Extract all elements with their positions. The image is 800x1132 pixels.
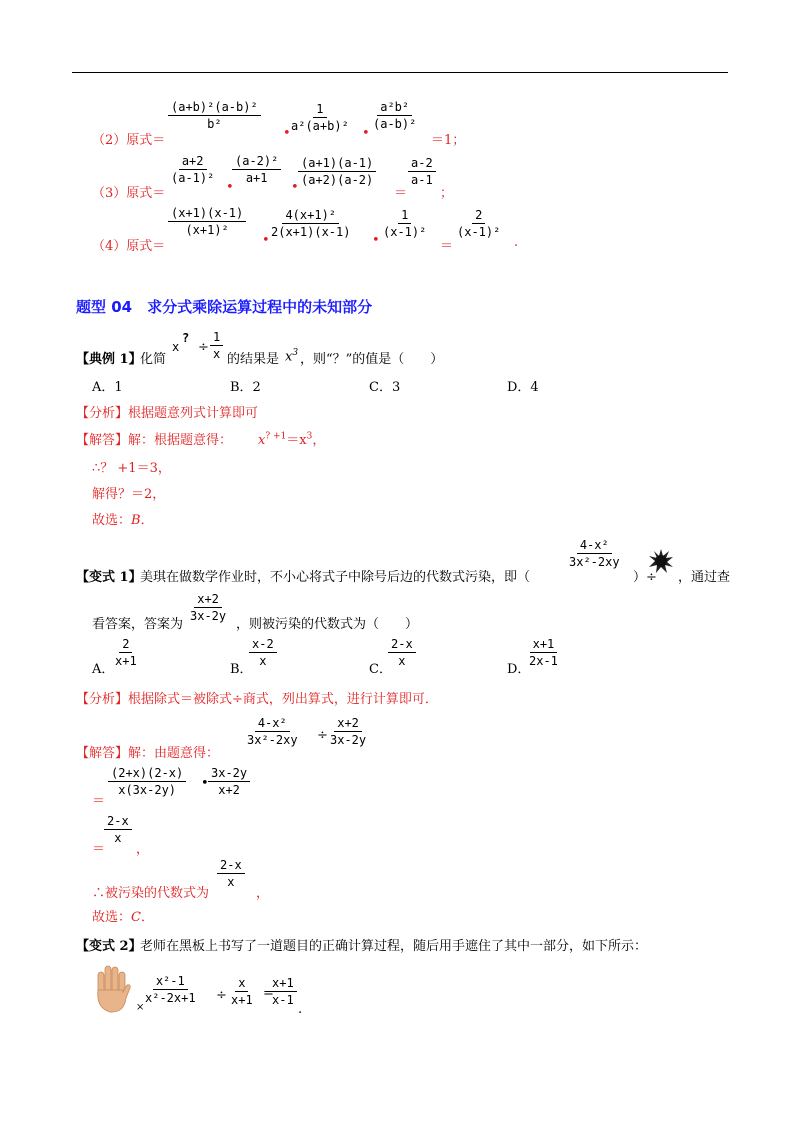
expr-den: x-1 <box>272 993 294 1007</box>
step-num: x+2 <box>334 716 362 732</box>
part2-label: （2）原式＝ <box>92 133 166 148</box>
var1-answer-head: 【解答】解：由题意得： <box>76 746 220 761</box>
step-den: 3x-2y <box>330 733 367 747</box>
part2-f1-num: (a+b)²(a-b)² <box>168 100 261 116</box>
step-num: 2-x <box>104 814 132 830</box>
step-den: x(3x-2y) <box>118 783 177 797</box>
var1-s3-tail: ， <box>136 842 150 857</box>
var1-option-c <box>388 637 416 668</box>
part2-frac3 <box>370 100 419 131</box>
dot-op: • <box>226 180 234 195</box>
ex1-text-b: 的结果是 <box>227 352 280 367</box>
var2-text: 老师在黑板上书写了一道题目的正确计算过程，随后用手遮住了其中一部分，如下所示： <box>140 939 648 954</box>
var1-s3-frac <box>104 814 132 845</box>
var1-s1b-frac <box>327 716 369 747</box>
var2-mul: × <box>136 1002 145 1013</box>
var1-text-c: ，通过查 <box>678 570 731 585</box>
var1-text-d: 看答案，答案为 <box>92 617 184 632</box>
var1-s1-frac <box>244 716 301 747</box>
var1-f-den: 3x²-2xy <box>569 555 620 569</box>
ex1-option-d: D．4 <box>507 380 539 395</box>
part4-frac2 <box>268 208 353 239</box>
step-den: x <box>114 831 122 845</box>
option-num: 2-x <box>388 637 416 653</box>
part4-frac3 <box>380 208 429 239</box>
option-num: 2 <box>119 637 132 653</box>
option-den: x <box>259 654 267 668</box>
ex1-option-b: B．2 <box>230 380 261 395</box>
var1-option-b <box>249 637 277 668</box>
part3-label: （3）原式＝ <box>92 186 166 201</box>
part3-frac4 <box>408 156 436 187</box>
part3-frac2 <box>232 154 281 185</box>
var1-answer-frac <box>187 592 229 623</box>
ex1-tag: 【典例 1】 <box>76 352 142 367</box>
var1-s1-op: ÷ <box>317 728 328 743</box>
dot-op: • <box>283 126 291 141</box>
part3-f1-den: (a-1)² <box>171 171 215 185</box>
part3-f4-den: a-1 <box>411 173 433 187</box>
var1-analysis: 【分析】根据除式＝被除式÷商式，列出算式，进行计算即可． <box>76 692 438 707</box>
ex1-f-den: x <box>213 347 221 361</box>
var2-frac3 <box>269 976 297 1007</box>
ex1-text-a: 化简 <box>140 352 167 367</box>
part4-f1-den: (x+1)² <box>185 223 229 237</box>
part2-frac1 <box>168 100 261 131</box>
part4-eq: ＝ <box>440 239 454 254</box>
step-num: 2-x <box>217 858 245 874</box>
expr-num: x+1 <box>269 976 297 992</box>
var1-option-b-label: B． <box>230 662 253 677</box>
header-rule <box>72 72 728 73</box>
var1-option-a-label: A． <box>92 662 115 677</box>
option-num: x-2 <box>249 637 277 653</box>
part2-result: ＝1； <box>431 133 466 148</box>
dot-op: • <box>291 180 299 195</box>
part2-f2-num: 1 <box>313 102 326 118</box>
part3-frac3 <box>298 156 376 187</box>
part4-f4-num: 2 <box>472 208 485 224</box>
hand-icon <box>92 964 132 1014</box>
expr-den: x+1 <box>231 993 253 1007</box>
step-den: x+2 <box>218 783 240 797</box>
var1-option-d-label: D． <box>507 662 531 677</box>
var2-eq: = <box>263 986 274 1001</box>
ex1-text-c: ，则“？”的值是（ ） <box>300 352 444 367</box>
var2-frac1 <box>142 974 199 1005</box>
part4-f2-den: 2(x+1)(x-1) <box>271 225 351 239</box>
ex1-answer-expr: $x^{? +1}=x^3$， <box>258 431 326 448</box>
dot-op: • <box>372 233 380 248</box>
var1-tag: 【变式 1】 <box>76 570 142 585</box>
var1-concl-tail: ， <box>256 886 270 901</box>
var1-option-c-label: C． <box>369 662 392 677</box>
part4-tail: . <box>514 235 519 250</box>
part4-f4-den: (x-1)² <box>457 225 501 239</box>
var1-s3-eq: ＝ <box>92 842 106 857</box>
ex1-line3: 解得？＝2， <box>92 487 166 502</box>
part4-frac1 <box>168 206 246 237</box>
part4-f3-den: (x-1)² <box>383 225 427 239</box>
var2-tail: . <box>298 1002 303 1017</box>
ex1-question-mark: ? <box>182 331 190 345</box>
var1-f-num: 4-x² <box>577 538 612 554</box>
part2-frac2 <box>288 102 352 133</box>
ex1-analysis: 【分析】根据题意列式计算即可 <box>76 406 259 421</box>
ex1-f-num: 1 <box>210 330 223 346</box>
option-den: 2x-1 <box>529 654 558 668</box>
dot-op: • <box>362 126 370 141</box>
var1-frac <box>566 538 623 569</box>
var1-s2-eq: ＝ <box>92 794 106 809</box>
option-den: x+1 <box>115 654 137 668</box>
var1-text-e: ，则被污染的代数式为（ ） <box>236 617 419 632</box>
part3-f2-den: a+1 <box>245 171 268 185</box>
part3-frac1 <box>168 154 217 185</box>
var1-s2-frac <box>108 766 186 797</box>
step-den: x <box>227 875 235 889</box>
step-num: 4-x² <box>255 716 290 732</box>
expr-num: x²-1 <box>153 974 188 990</box>
var2-div: ÷ <box>216 988 227 1003</box>
step-num: 3x-2y <box>208 766 250 782</box>
part2-f3-num: a²b² <box>377 100 412 116</box>
var1-ans-den: 3x-2y <box>190 609 227 623</box>
var1-final: 故选：C． <box>92 910 154 925</box>
part4-f3-num: 1 <box>398 208 411 224</box>
part3-f4-num: a-2 <box>408 156 436 172</box>
var1-text-a: 美琪在做数学作业时，不小心将式子中除号后边的代数式污染，即（ <box>140 570 531 585</box>
part2-f3-den: (a-b)² <box>373 117 417 131</box>
part3-f2-num: (a-2)² <box>232 154 281 170</box>
ex1-option-a: A．1 <box>92 380 123 395</box>
option-num: x+1 <box>530 637 558 653</box>
part3-tail: ； <box>440 186 454 201</box>
part4-f1-num: (x+1)(x-1) <box>168 206 246 222</box>
var1-option-d <box>526 637 561 668</box>
option-den: x <box>398 654 406 668</box>
part3-f1-num: a+2 <box>179 154 207 170</box>
part3-f3-num: (a+1)(a-1) <box>298 156 376 172</box>
ex1-answer-head: 【解答】解：根据题意得： <box>76 433 233 448</box>
ex1-line4: 故选：B． <box>92 513 154 528</box>
var1-text-b: ）÷ <box>633 570 657 585</box>
step-den: 3x²-2xy <box>247 733 298 747</box>
part3-eq: ＝ <box>394 186 408 201</box>
ex1-option-c: C．3 <box>369 380 401 395</box>
dot-op: • <box>262 233 270 248</box>
ex1-x: x <box>172 340 180 354</box>
var1-s2b-frac <box>208 766 250 797</box>
var1-concl-frac <box>217 858 245 889</box>
expr-den: x²-2x+1 <box>145 991 196 1005</box>
var2-frac2 <box>228 976 256 1007</box>
expr-num: x <box>235 976 248 992</box>
step-num: (2+x)(2-x) <box>108 766 186 782</box>
ex1-frac <box>210 330 223 361</box>
var1-conclusion: ∴被污染的代数式为 <box>92 886 210 901</box>
part4-frac4 <box>454 208 503 239</box>
ex1-x3: $x^3$ <box>285 348 299 365</box>
ex1-line2: ∴？ +1＝3， <box>92 461 171 476</box>
part2-f1-den: b² <box>207 117 222 131</box>
part3-f3-den: (a+2)(a-2) <box>301 173 374 187</box>
var1-ans-num: x+2 <box>194 592 222 608</box>
var1-option-a <box>112 637 140 668</box>
var2-tag: 【变式 2】 <box>76 939 142 954</box>
var1-s2-op: • <box>201 776 209 791</box>
part4-label: （4）原式＝ <box>92 239 166 254</box>
ex1-div: ÷ <box>198 340 209 355</box>
ink-stain-icon <box>648 548 674 574</box>
section-title: 题型 04 求分式乘除运算过程中的未知部分 <box>76 298 373 316</box>
part4-f2-num: 4(x+1)² <box>282 208 339 224</box>
part2-f2-den: a²(a+b)² <box>291 119 349 133</box>
